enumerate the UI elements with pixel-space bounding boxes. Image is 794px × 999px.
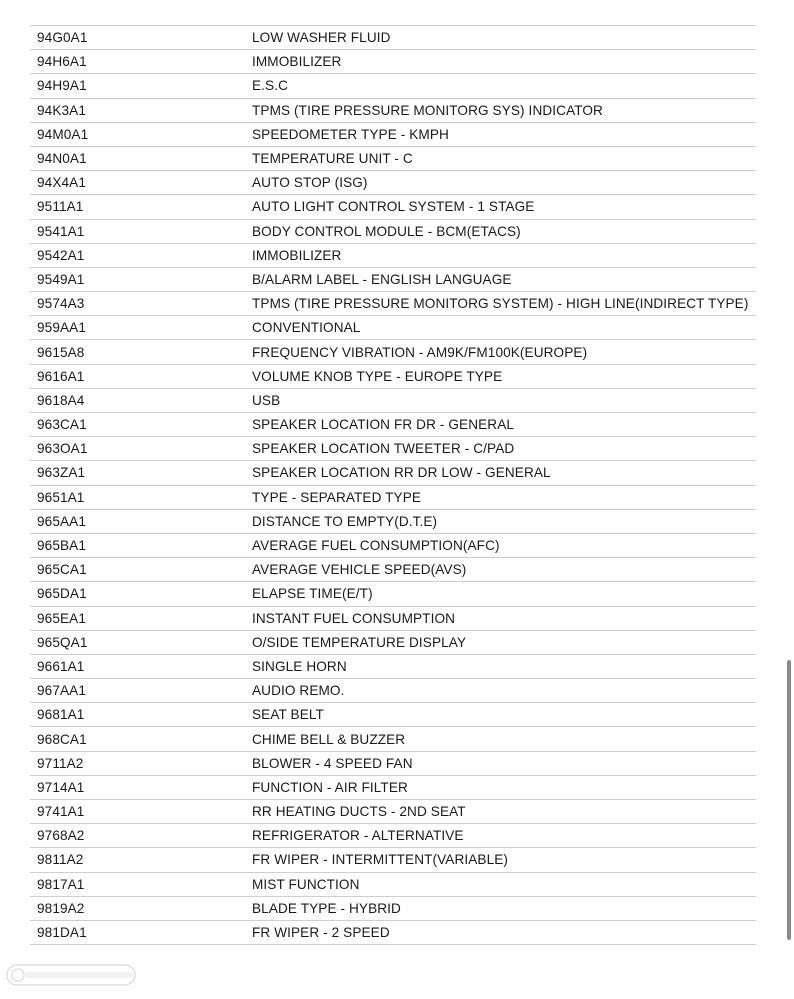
option-description: INSTANT FUEL CONSUMPTION bbox=[252, 610, 456, 626]
option-code: 94N0A1 bbox=[37, 151, 87, 167]
option-code: 965AA1 bbox=[37, 513, 86, 529]
option-description: AUTO LIGHT CONTROL SYSTEM - 1 STAGE bbox=[252, 199, 535, 215]
table-row bbox=[30, 437, 756, 461]
option-code: 965CA1 bbox=[37, 562, 87, 578]
table-row bbox=[30, 171, 756, 195]
option-code: 9741A1 bbox=[37, 804, 85, 820]
table-row bbox=[30, 510, 756, 534]
option-description: IMMOBILIZER bbox=[252, 247, 342, 263]
option-description: O/SIDE TEMPERATURE DISPLAY bbox=[252, 634, 467, 650]
table-row bbox=[30, 365, 756, 389]
option-description: TEMPERATURE UNIT - C bbox=[252, 151, 413, 167]
option-description: DISTANCE TO EMPTY(D.T.E) bbox=[252, 513, 438, 529]
option-code: 965QA1 bbox=[37, 634, 88, 650]
option-code: 94G0A1 bbox=[37, 30, 88, 46]
option-code: 963CA1 bbox=[37, 417, 87, 433]
option-description: CHIME BELL & BUZZER bbox=[252, 731, 406, 747]
option-description: FUNCTION - AIR FILTER bbox=[252, 779, 408, 795]
option-description: BLOWER - 4 SPEED FAN bbox=[252, 755, 413, 771]
option-code: 9714A1 bbox=[37, 779, 85, 795]
option-code: 94H6A1 bbox=[37, 54, 87, 70]
option-description: USB bbox=[252, 392, 281, 408]
watermark-logo-icon bbox=[6, 963, 136, 987]
option-description: MIST FUNCTION bbox=[252, 876, 360, 892]
table-row bbox=[30, 921, 756, 945]
option-description: RR HEATING DUCTS - 2ND SEAT bbox=[252, 804, 466, 820]
option-description: AUDIO REMO. bbox=[252, 683, 345, 699]
option-code: 963ZA1 bbox=[37, 465, 86, 481]
option-description: TPMS (TIRE PRESSURE MONITORG SYSTEM) - HIGH LINE(INDIRECT TYPE) bbox=[252, 296, 749, 312]
table-row bbox=[30, 558, 756, 582]
option-description: IMMOBILIZER bbox=[252, 54, 342, 70]
table-row bbox=[30, 776, 756, 800]
table-row bbox=[30, 389, 756, 413]
table-row bbox=[30, 607, 756, 631]
table-row bbox=[30, 26, 756, 50]
table-row bbox=[30, 848, 756, 872]
option-description: FR WIPER - INTERMITTENT(VARIABLE) bbox=[252, 852, 509, 868]
table-row bbox=[30, 534, 756, 558]
table-row bbox=[30, 147, 756, 171]
option-description: BODY CONTROL MODULE - BCM(ETACS) bbox=[252, 223, 521, 239]
table-row bbox=[30, 703, 756, 727]
table-row bbox=[30, 123, 756, 147]
options-table bbox=[30, 25, 756, 945]
option-code: 9661A1 bbox=[37, 658, 85, 674]
option-code: 981DA1 bbox=[37, 925, 87, 941]
table-row bbox=[30, 486, 756, 510]
option-description: VOLUME KNOB TYPE - EUROPE TYPE bbox=[252, 368, 503, 384]
table-row bbox=[30, 413, 756, 437]
option-code: 963OA1 bbox=[37, 441, 88, 457]
table-row bbox=[30, 50, 756, 74]
option-code: 9711A2 bbox=[37, 755, 84, 771]
table-row bbox=[30, 316, 756, 340]
option-description: SINGLE HORN bbox=[252, 658, 347, 674]
table-row bbox=[30, 655, 756, 679]
option-description: ELAPSE TIME(E/T) bbox=[252, 586, 373, 602]
option-code: 9651A1 bbox=[37, 489, 85, 505]
scrollbar-thumb[interactable] bbox=[787, 660, 791, 940]
option-description: SPEEDOMETER TYPE - KMPH bbox=[252, 126, 449, 142]
option-code: 94X4A1 bbox=[37, 175, 86, 191]
option-code: 9511A1 bbox=[37, 199, 84, 215]
table-row bbox=[30, 268, 756, 292]
table-row bbox=[30, 679, 756, 703]
option-code: 9574A3 bbox=[37, 296, 85, 312]
option-code: 9811A2 bbox=[37, 852, 84, 868]
option-description: FREQUENCY VIBRATION - AM9K/FM100K(EUROPE) bbox=[252, 344, 588, 360]
table-row bbox=[30, 244, 756, 268]
table-row bbox=[30, 873, 756, 897]
option-description: AVERAGE VEHICLE SPEED(AVS) bbox=[252, 562, 467, 578]
table-row bbox=[30, 631, 756, 655]
table-row bbox=[30, 292, 756, 316]
option-code: 9768A2 bbox=[37, 828, 85, 844]
option-code: 968CA1 bbox=[37, 731, 87, 747]
option-code: 965BA1 bbox=[37, 538, 86, 554]
option-code: 9549A1 bbox=[37, 271, 85, 287]
option-description: E.S.C bbox=[252, 78, 289, 94]
option-code: 94H9A1 bbox=[37, 78, 87, 94]
option-description: SEAT BELT bbox=[252, 707, 324, 723]
table-row bbox=[30, 800, 756, 824]
table-row bbox=[30, 461, 756, 485]
table-row bbox=[30, 897, 756, 921]
option-description: TPMS (TIRE PRESSURE MONITORG SYS) INDICATOR bbox=[252, 102, 603, 118]
option-description: BLADE TYPE - HYBRID bbox=[252, 900, 401, 916]
option-description: SPEAKER LOCATION TWEETER - C/PAD bbox=[252, 441, 515, 457]
table-row bbox=[30, 340, 756, 364]
table-row bbox=[30, 220, 756, 244]
table-row bbox=[30, 195, 756, 219]
option-description: AVERAGE FUEL CONSUMPTION(AFC) bbox=[252, 538, 500, 554]
option-code: 9817A1 bbox=[37, 876, 85, 892]
option-code: 959AA1 bbox=[37, 320, 86, 336]
table-row bbox=[30, 74, 756, 98]
option-description: SPEAKER LOCATION FR DR - GENERAL bbox=[252, 417, 515, 433]
option-code: 965EA1 bbox=[37, 610, 86, 626]
option-description: SPEAKER LOCATION RR DR LOW - GENERAL bbox=[252, 465, 551, 481]
option-code: 9681A1 bbox=[37, 707, 85, 723]
option-code: 9618A4 bbox=[37, 392, 85, 408]
option-code: 965DA1 bbox=[37, 586, 87, 602]
option-description: CONVENTIONAL bbox=[252, 320, 361, 336]
table-row bbox=[30, 824, 756, 848]
option-code: 9542A1 bbox=[37, 247, 85, 263]
option-code: 9615A8 bbox=[37, 344, 85, 360]
table-row bbox=[30, 727, 756, 751]
option-code: 94K3A1 bbox=[37, 102, 86, 118]
option-description: B/ALARM LABEL - ENGLISH LANGUAGE bbox=[252, 271, 512, 287]
option-code: 9541A1 bbox=[37, 223, 85, 239]
option-description: REFRIGERATOR - ALTERNATIVE bbox=[252, 828, 464, 844]
option-code: 94M0A1 bbox=[37, 126, 89, 142]
option-description: AUTO STOP (ISG) bbox=[252, 175, 368, 191]
table-row bbox=[30, 752, 756, 776]
table-row bbox=[30, 99, 756, 123]
option-description: LOW WASHER FLUID bbox=[252, 30, 391, 46]
table-row bbox=[30, 582, 756, 606]
option-description: FR WIPER - 2 SPEED bbox=[252, 925, 390, 941]
option-code: 9819A2 bbox=[37, 900, 85, 916]
option-code: 967AA1 bbox=[37, 683, 86, 699]
option-code: 9616A1 bbox=[37, 368, 85, 384]
option-description: TYPE - SEPARATED TYPE bbox=[252, 489, 422, 505]
